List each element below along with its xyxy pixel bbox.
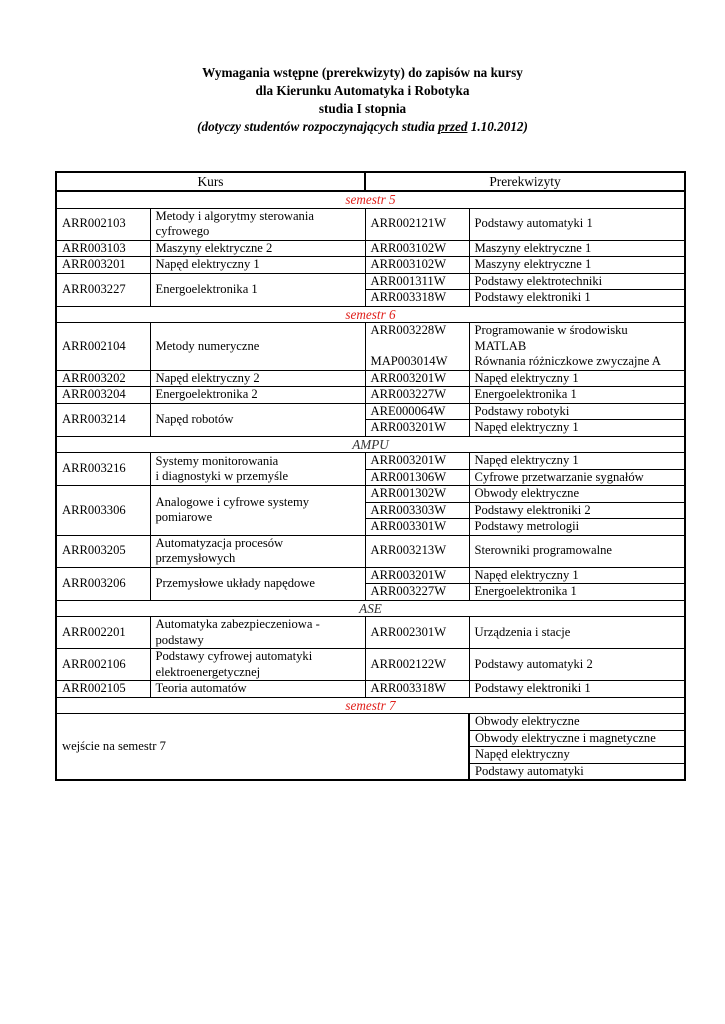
- semester-7-entry: wejście na semestr 7: [56, 714, 469, 781]
- course-name: Systemy monitorowania i diagnostyki w przemyśle: [150, 453, 365, 486]
- table-row: [56, 617, 685, 649]
- prereq-names: [469, 323, 685, 371]
- prereq-name: Energoelektronika 1: [469, 584, 685, 601]
- prereq-code: ARR001302W: [365, 486, 469, 503]
- section-row: [56, 191, 685, 208]
- course-name: Metody numeryczne: [150, 323, 365, 371]
- prereq-name: Podstawy metrologii: [469, 519, 685, 536]
- prereq-name: Napęd elektryczny 1: [469, 567, 685, 584]
- table-header-row: [56, 172, 685, 191]
- course-code: ARR003204: [56, 387, 150, 404]
- prereq-code: ARR003227W: [365, 584, 469, 601]
- course-code: ARR002106: [56, 649, 150, 681]
- prereq-name: Cyfrowe przetwarzanie sygnałów: [469, 469, 685, 486]
- course-code: ARR003202: [56, 370, 150, 387]
- section-semestr-7: semestr 7: [56, 697, 685, 714]
- document-header: [0, 64, 725, 136]
- section-row: [56, 306, 685, 323]
- prereq-name: Podstawy elektroniki 2: [469, 502, 685, 519]
- prereq-code: ARR003303W: [365, 502, 469, 519]
- course-code: ARR003306: [56, 486, 150, 536]
- section-semestr-6: semestr 6: [56, 306, 685, 323]
- course-name: Energoelektronika 2: [150, 387, 365, 404]
- course-name: Automatyzacja procesów przemysłowych: [150, 535, 365, 567]
- prereq-code: ARR003228W: [370, 323, 447, 337]
- column-header-course: Kurs: [56, 172, 365, 191]
- prereq-code: ARE000064W: [365, 403, 469, 420]
- prereq-code: ARR003301W: [365, 519, 469, 536]
- table-row: [56, 387, 685, 404]
- prereq-code: ARR003318W: [365, 681, 469, 698]
- prereq-name: Napęd elektryczny 1: [469, 453, 685, 470]
- course-code: ARR002103: [56, 208, 150, 240]
- header-note-underlined: przed: [438, 119, 468, 134]
- column-header-prereq: Prerekwizyty: [365, 172, 685, 191]
- prereq-code: ARR002301W: [365, 617, 469, 649]
- prereq-name: Obwody elektryczne i magnetyczne: [469, 730, 685, 747]
- table-row: [56, 649, 685, 681]
- prerequisites-table: [55, 171, 686, 781]
- table-row: [56, 567, 685, 584]
- prereq-code: ARR001311W: [365, 273, 469, 290]
- course-code: ARR002105: [56, 681, 150, 698]
- prereq-name: Maszyny elektryczne 1: [469, 257, 685, 274]
- table-row: [56, 453, 685, 470]
- prereq-name: Napęd elektryczny 1: [469, 370, 685, 387]
- prereq-code: ARR002121W: [365, 208, 469, 240]
- course-name: Napęd robotów: [150, 403, 365, 436]
- table-row: [56, 714, 685, 731]
- course-name: Energoelektronika 1: [150, 273, 365, 306]
- prereq-code: ARR003201W: [365, 453, 469, 470]
- course-name: Napęd elektryczny 2: [150, 370, 365, 387]
- header-program: dla Kierunku Automatyka i Robotyka: [255, 83, 470, 98]
- prereq-code: ARR003201W: [365, 370, 469, 387]
- header-level: studia I stopnia: [318, 101, 407, 116]
- prereq-name: Sterowniki programowalne: [469, 535, 685, 567]
- course-name: Automatyka zabezpieczeniowa - podstawy: [150, 617, 365, 649]
- section-row: [56, 600, 685, 617]
- prereq-name: Podstawy elektroniki 1: [469, 681, 685, 698]
- course-name: Metody i algorytmy sterowania cyfrowego: [150, 208, 365, 240]
- course-code: ARR002104: [56, 323, 150, 371]
- prereq-code: ARR003201W: [365, 420, 469, 437]
- prereq-name: Maszyny elektryczne 1: [469, 240, 685, 257]
- prereq-name: Urządzenia i stacje: [469, 617, 685, 649]
- prereq-code: ARR003102W: [365, 257, 469, 274]
- course-code: ARR003227: [56, 273, 150, 306]
- prereq-name: Energoelektronika 1: [469, 387, 685, 404]
- prereq-name: Podstawy elektroniki 1: [469, 290, 685, 307]
- prereq-code: ARR001306W: [365, 469, 469, 486]
- section-ampu: AMPU: [56, 436, 685, 453]
- prereq-name: Podstawy elektrotechniki: [469, 273, 685, 290]
- prereq-code: ARR003102W: [365, 240, 469, 257]
- course-code: ARR003201: [56, 257, 150, 274]
- table-row: [56, 323, 685, 371]
- prereq-code: ARR003227W: [365, 387, 469, 404]
- section-semestr-5: semestr 5: [56, 191, 685, 208]
- prereq-name: Obwody elektryczne: [469, 714, 685, 731]
- table-row: [56, 240, 685, 257]
- prereq-name: Podstawy robotyki: [469, 403, 685, 420]
- prereq-name: Równania różniczkowe zwyczajne A: [474, 354, 661, 368]
- table-row: [56, 403, 685, 420]
- prereq-name: Podstawy automatyki 1: [469, 208, 685, 240]
- course-name: Analogowe i cyfrowe systemy pomiarowe: [150, 486, 365, 536]
- header-note: (dotyczy studentów rozpoczynających studia przed 1.10.2012): [197, 119, 528, 134]
- prereq-code: ARR003213W: [365, 535, 469, 567]
- section-ase: ASE: [56, 600, 685, 617]
- table-row: [56, 208, 685, 240]
- course-name: Teoria automatów: [150, 681, 365, 698]
- prereq-name: Obwody elektryczne: [469, 486, 685, 503]
- table-row: [56, 681, 685, 698]
- course-code: ARR003205: [56, 535, 150, 567]
- course-code: ARR003206: [56, 567, 150, 600]
- prereq-name: Napęd elektryczny 1: [469, 420, 685, 437]
- course-name: Napęd elektryczny 1: [150, 257, 365, 274]
- table-row: [56, 257, 685, 274]
- course-name: Przemysłowe układy napędowe: [150, 567, 365, 600]
- table-row: [56, 486, 685, 503]
- section-row: [56, 697, 685, 714]
- course-code: ARR003216: [56, 453, 150, 486]
- prereq-code: ARR003201W: [365, 567, 469, 584]
- section-row: [56, 436, 685, 453]
- prereq-name: Programowanie w środowisku MATLAB: [474, 323, 628, 353]
- course-code: ARR003103: [56, 240, 150, 257]
- table-row: [56, 535, 685, 567]
- prereq-code: ARR002122W: [365, 649, 469, 681]
- table-row: [56, 273, 685, 290]
- table-row: [56, 370, 685, 387]
- course-name: Maszyny elektryczne 2: [150, 240, 365, 257]
- course-code: ARR002201: [56, 617, 150, 649]
- prereq-name: Podstawy automatyki: [469, 763, 685, 780]
- prereq-code: MAP003014W: [370, 353, 448, 368]
- header-title: Wymagania wstępne (prerekwizyty) do zapisów na kursy: [202, 65, 523, 80]
- prereq-code: ARR003318W: [365, 290, 469, 307]
- course-code: ARR003214: [56, 403, 150, 436]
- prereq-name: Napęd elektryczny: [469, 747, 685, 764]
- course-name: Podstawy cyfrowej automatyki elektroenergetycznej: [150, 649, 365, 681]
- prereq-codes: [365, 323, 469, 371]
- prereq-name: Podstawy automatyki 2: [469, 649, 685, 681]
